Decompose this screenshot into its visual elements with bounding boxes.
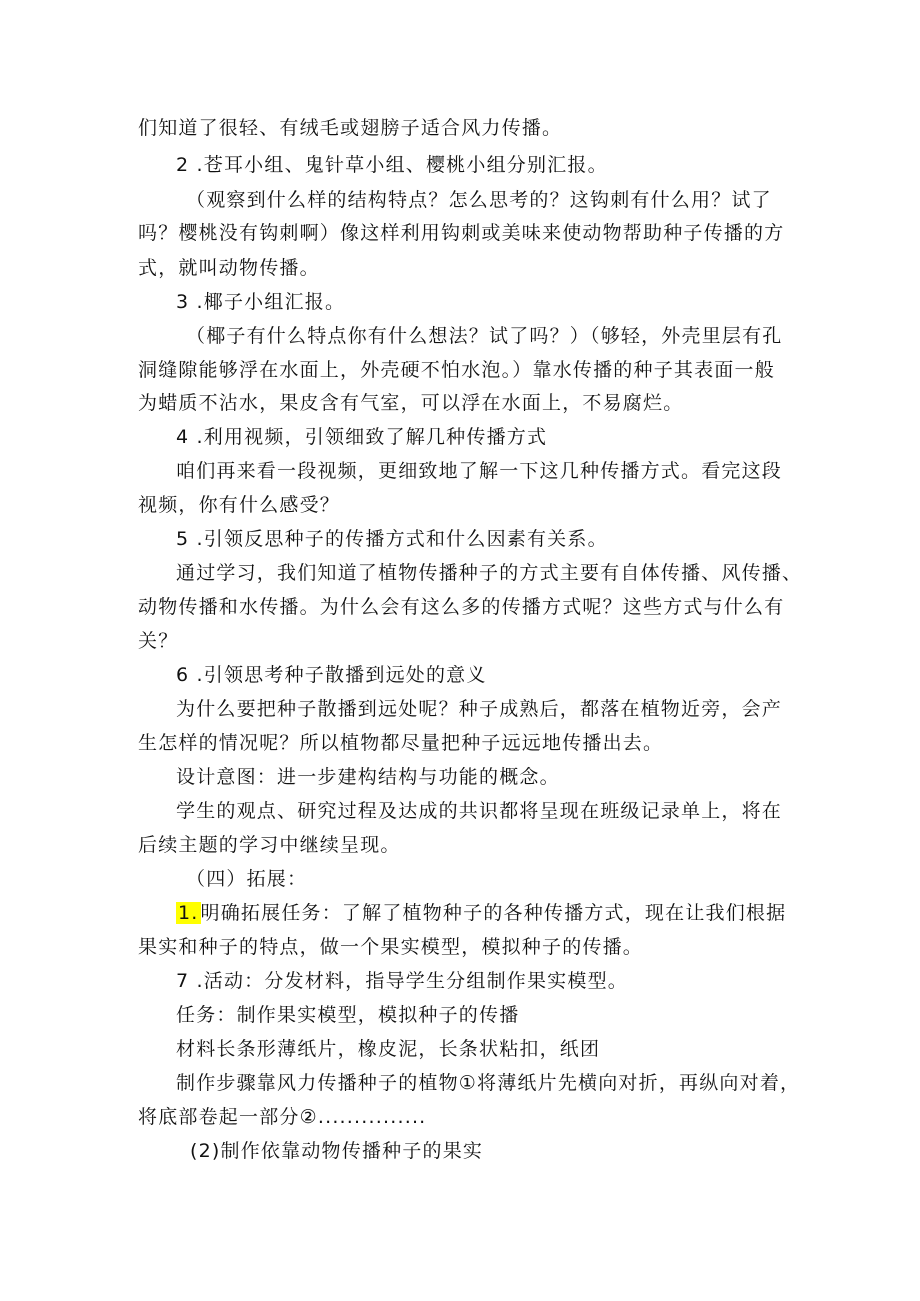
text-line: 动物传播和水传播。为什么会有这么多的传播方式呢？这些方式与什么有: [138, 596, 785, 618]
text-line: 将底部卷起一部分②...............: [138, 1106, 427, 1128]
text-line: 5 .引领反思种子的传播方式和什么因素有关系。: [176, 528, 608, 550]
text-line: 视频，你有什么感受？: [138, 494, 341, 516]
text-line: 后续主题的学习中继续呈现。: [138, 834, 401, 856]
text-line: 为什么要把种子散播到远处呢？种子成熟后，都落在植物近旁，会产: [176, 698, 783, 720]
text-line: 咱们再来看一段视频，更细致地了解一下这几种传播方式。看完这段: [176, 460, 783, 482]
text-line: 生怎样的情况呢？所以植物都尽量把种子远远地传播出去。: [138, 732, 664, 754]
section-heading: （四）拓展：: [186, 868, 308, 890]
text-line: 材料长条形薄纸片，橡皮泥，长条状粘扣，纸团: [176, 1038, 601, 1060]
text-line: 们知道了很轻、有绒毛或翅膀子适合风力传播。: [138, 117, 563, 139]
text-line: （观察到什么样的结构特点？怎么思考的？这钩刺有什么用？试了: [186, 189, 772, 211]
text-line: 式，就叫动物传播。: [138, 257, 320, 279]
text-line: 通过学习，我们知道了植物传播种子的方式主要有自体传播、风传播、: [176, 562, 803, 584]
text-line: 为蜡质不沾水，果皮含有气室，可以浮在水面上，不易腐烂。: [138, 392, 684, 414]
text-line: 任务：制作果实模型，模拟种子的传播: [176, 1004, 520, 1026]
text-line: (2)制作依靠动物传播种子的果实: [190, 1140, 484, 1162]
text-line: 学生的观点、研究过程及达成的共识都将呈现在班级记录单上，将在: [176, 800, 783, 822]
text-line-content: 明确拓展任务：了解了植物种子的各种传播方式，现在让我们根据: [200, 902, 787, 924]
text-line: 3 .椰子小组汇报。: [176, 291, 346, 313]
text-line: [176, 901, 786, 925]
text-line: 吗？樱桃没有钩刺啊）像这样利用钩刺或美味来使动物帮助种子传播的方: [138, 222, 785, 244]
text-line: 果实和种子的特点，做一个果实模型，模拟种子的传播。: [138, 936, 644, 958]
text-line: 4 .利用视频，引领细致了解几种传播方式: [176, 426, 548, 448]
text-line: 洞缝隙能够浮在水面上，外壳硬不怕水泡。）靠水传播的种子其表面一般: [138, 359, 775, 381]
text-line: 6 .引领思考种子散播到远处的意义: [176, 664, 487, 686]
text-line: 制作步骤靠风力传播种子的植物①将薄纸片先横向对折，再纵向对着，: [176, 1072, 801, 1094]
text-line: 设计意图：进一步建构结构与功能的概念。: [176, 766, 560, 788]
text-line: 关？: [138, 630, 179, 652]
text-line: （椰子有什么特点你有什么想法？试了吗？）（够轻，外壳里层有孔: [186, 325, 783, 347]
text-line: 2 .苍耳小组、鬼针草小组、樱桃小组分别汇报。: [176, 154, 608, 176]
text-line: 7 .活动：分发材料，指导学生分组制作果实模型。: [176, 970, 628, 992]
highlighted-list-marker: 1.: [178, 902, 199, 924]
